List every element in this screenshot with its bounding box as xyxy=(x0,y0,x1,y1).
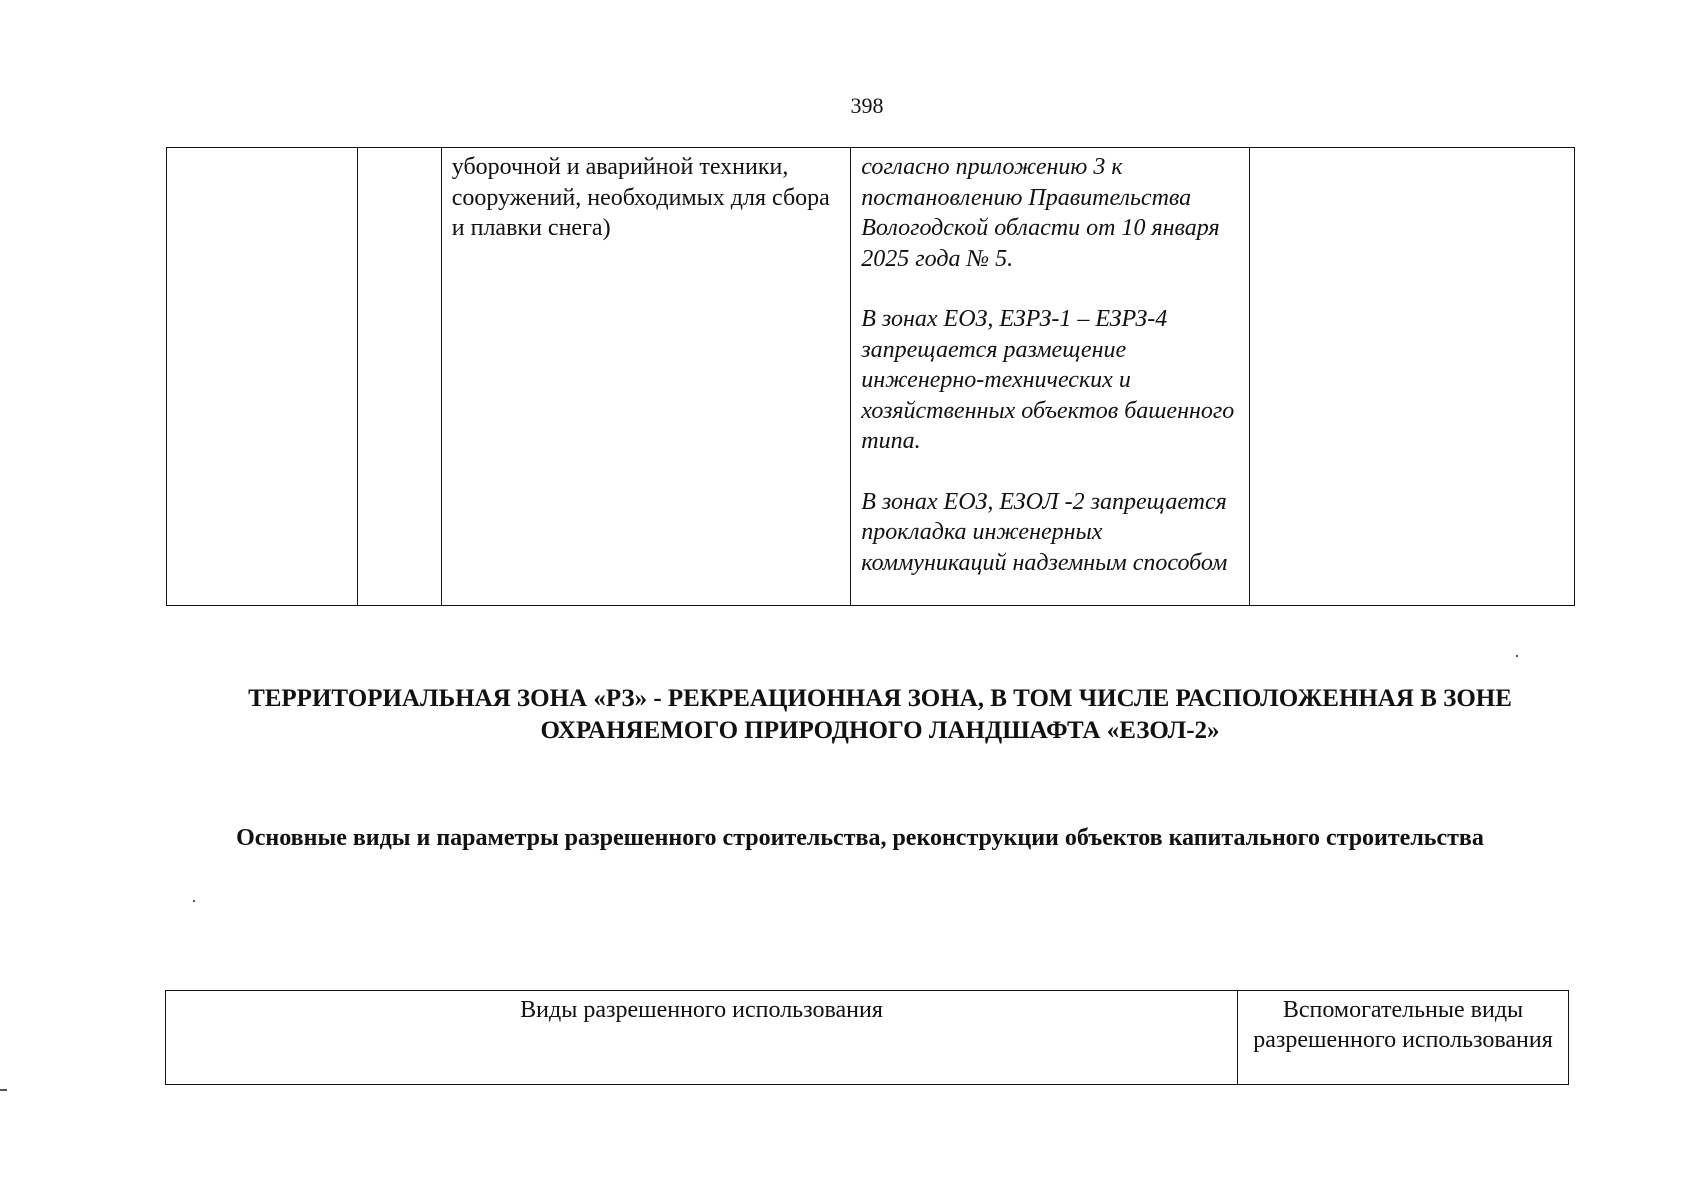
table-cell-empty xyxy=(167,148,358,606)
restriction-paragraph: В зонах ЕОЗ, ЕЗОЛ -2 запрещается прокладка инженерных коммуникаций надземным способом xyxy=(861,488,1228,576)
table-header-row xyxy=(166,991,1569,1085)
section-heading: Основные виды и параметры разрешенного строительства, реконструкции объектов капитального строительства xyxy=(236,825,1484,851)
permitted-use-table xyxy=(165,990,1569,1085)
scan-speck xyxy=(0,1089,7,1091)
header-cell-auxiliary-uses: Вспомогательные виды разрешенного использования xyxy=(1238,991,1569,1085)
table-cell-empty xyxy=(1250,148,1575,606)
restriction-paragraph: В зонах ЕОЗ, ЕЗРЗ-1 – ЕЗРЗ-4 запрещается размещение инженерно-технических и хозяйственных объектов башенного типа. xyxy=(861,306,1235,454)
use-description-text: уборочной и аварийной техники, сооружений, необходимых для сбора и плавки снега) xyxy=(451,154,830,241)
table-cell-restrictions xyxy=(851,148,1250,606)
scan-speck xyxy=(1516,655,1518,657)
zone-heading: ТЕРРИТОРИАЛЬНАЯ ЗОНА «РЗ» - РЕКРЕАЦИОННАЯ ЗОНА, В ТОМ ЧИСЛЕ РАСПОЛОЖЕННАЯ В ЗОНЕ ОХРАНЯЕМОГО ПРИРОДНОГО ЛАНДШАФТА «ЕЗОЛ-2» xyxy=(248,685,1512,744)
restriction-paragraph: согласно приложению 3 к постановлению Правительства Вологодской области от 10 января 2025 года № 5. xyxy=(861,154,1220,272)
table-cell-empty xyxy=(357,148,441,606)
table-row xyxy=(167,148,1575,606)
header-cell-main-uses: Виды разрешенного использования xyxy=(166,991,1238,1085)
scan-speck xyxy=(193,900,195,902)
table-cell-use-description xyxy=(441,148,851,606)
page-number: 398 xyxy=(850,93,884,118)
continued-table xyxy=(166,147,1575,606)
